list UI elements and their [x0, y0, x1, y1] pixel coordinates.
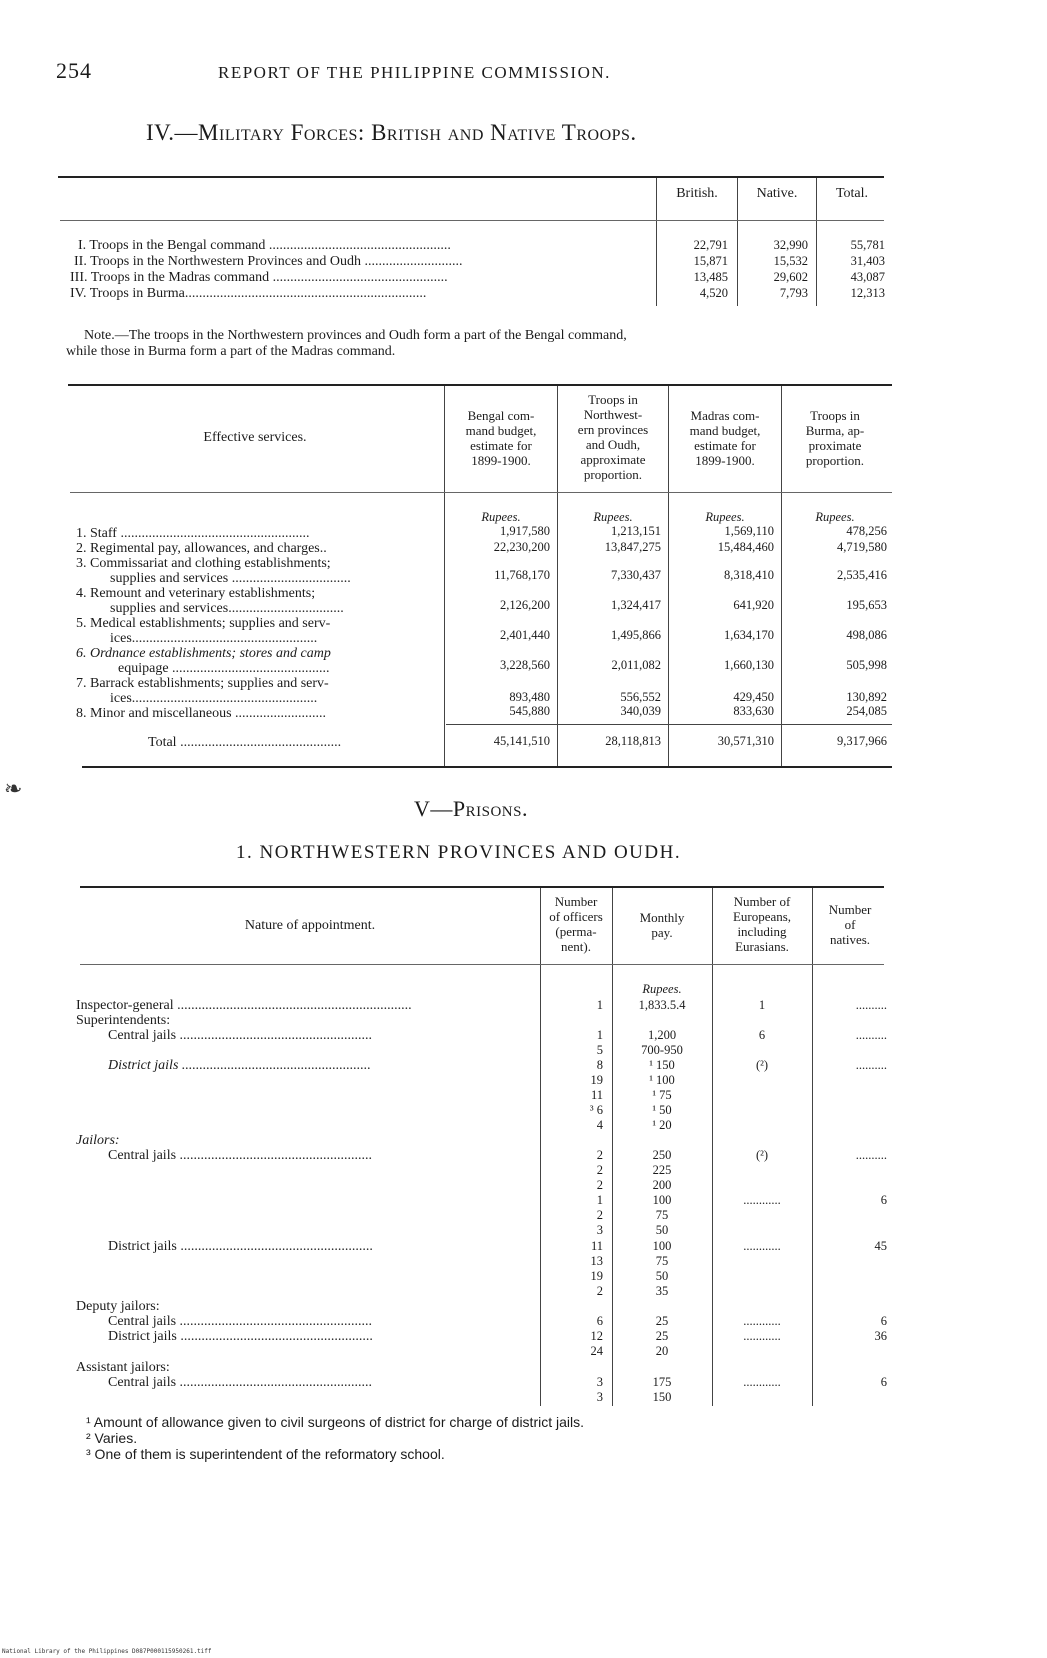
- monthly-pay: 225: [652, 1163, 672, 1177]
- troops-row-label: IV. Troops in Burma.....................................................................: [70, 286, 427, 301]
- officers-count: 13: [590, 1254, 603, 1268]
- monthly-pay: 20: [655, 1344, 669, 1358]
- monthly-pay: 35: [655, 1284, 669, 1298]
- service-row-label: 6. Ordnance establishments; stores and camp: [76, 646, 331, 661]
- troops-native: 7,793: [779, 286, 808, 300]
- label-district-jails: District jails ......................................................: [108, 1058, 371, 1073]
- europeans-count: 6: [758, 1028, 766, 1042]
- monthly-pay: 25: [655, 1329, 669, 1343]
- service-value-burma: 130,892: [846, 690, 887, 704]
- troops-row-label: II. Troops in the Northwestern Provinces and Oudh ............................: [74, 254, 463, 269]
- monthly-pay: ¹ 50: [652, 1103, 672, 1117]
- unit-label: Rupees.: [593, 510, 633, 524]
- col-divider: [668, 386, 669, 766]
- monthly-pay: 200: [652, 1178, 672, 1192]
- col-header-appointment: Nature of appointment.: [244, 918, 376, 933]
- service-value-madras: 1,660,130: [724, 658, 774, 672]
- officers-count: 2: [596, 1208, 603, 1222]
- label-central-jails: Central jails .......................................................: [108, 1375, 373, 1390]
- section-v-title: V—Prisons.: [414, 796, 528, 821]
- footnote-2: ² Varies.: [86, 1430, 138, 1446]
- col-header-effective-services: Effective services.: [203, 430, 307, 445]
- monthly-pay: 25: [655, 1314, 669, 1328]
- col-header-northwest: Troops in Northwest- ern provinces and Oudh, approximate proportion.: [577, 392, 649, 482]
- service-value-bengal: 2,401,440: [500, 628, 550, 642]
- table-top-rule: [58, 176, 884, 178]
- monthly-pay: 100: [652, 1193, 672, 1207]
- table-top-rule: [68, 384, 892, 386]
- service-row-label: 7. Barrack establishments; supplies and serv-: [76, 676, 329, 691]
- footnote-1: ¹ Amount of allowance given to civil surgeons of district for charge of district jails.: [86, 1414, 584, 1430]
- natives-count: ..........: [855, 998, 887, 1012]
- officers-count: 2: [596, 1178, 603, 1192]
- label-central-jails: Central jails .......................................................: [108, 1314, 373, 1329]
- label-deputy-jailors: Deputy jailors:: [76, 1299, 160, 1314]
- service-value-bengal: 1,917,580: [500, 524, 550, 538]
- officers-count: 19: [590, 1269, 603, 1283]
- troops-note-line-1: Note.—The troops in the Northwestern provinces and Oudh form a part of the Bengal command,: [84, 328, 627, 343]
- troops-british: 22,791: [693, 238, 728, 252]
- service-row-label-cont: supplies and services.................................: [110, 601, 344, 616]
- header-rule: [60, 220, 884, 221]
- label-superintendents: Superintendents:: [76, 1013, 171, 1028]
- col-divider: [737, 178, 738, 306]
- troops-row-label: III. Troops in the Madras command ..................................................: [70, 270, 448, 285]
- service-value-northwest: 13,847,275: [604, 540, 661, 554]
- troops-total: 43,087: [850, 270, 885, 284]
- col-header-total: Total.: [835, 186, 869, 201]
- monthly-pay: ¹ 75: [652, 1088, 672, 1102]
- europeans-count: ............: [743, 1314, 781, 1328]
- service-value-bengal: 22,230,200: [493, 540, 550, 554]
- officers-count: 11: [590, 1239, 603, 1253]
- col-header-bengal: Bengal com- mand budget, estimate for 1899-1900.: [465, 408, 537, 468]
- troops-british: 15,871: [693, 254, 728, 268]
- unit-label: Rupees.: [642, 982, 682, 996]
- service-value-bengal: 893,480: [509, 690, 550, 704]
- col-header-officers: Number of officers (perma- nent).: [549, 894, 603, 954]
- header-rule: [70, 492, 892, 493]
- footnote-3: ³ One of them is superintendent of the reformatory school.: [86, 1446, 445, 1462]
- monthly-pay: 1,200: [647, 1028, 677, 1042]
- monthly-pay: 50: [655, 1269, 669, 1283]
- col-header-europeans: Number of Europeans, including Eurasians.: [732, 894, 792, 954]
- troops-native: 29,602: [773, 270, 808, 284]
- service-value-bengal: 545,880: [509, 704, 550, 718]
- col-header-british: British.: [676, 186, 718, 201]
- monthly-pay: 175: [652, 1375, 672, 1389]
- service-value-bengal: 2,126,200: [500, 598, 550, 612]
- service-row-label-cont: ices.....................................................: [110, 631, 318, 646]
- troops-total: 31,403: [850, 254, 885, 268]
- margin-mark-icon: ❧: [4, 776, 23, 801]
- unit-label: Rupees.: [705, 510, 745, 524]
- service-value-bengal: 3,228,560: [500, 658, 550, 672]
- natives-count: 45: [874, 1239, 887, 1253]
- europeans-count: ............: [743, 1375, 781, 1389]
- troops-row-label: I. Troops in the Bengal command ....................................................: [78, 238, 451, 253]
- table-bottom-rule: [82, 766, 892, 768]
- scan-credit: National Library of the Philippines D087P000115950261.tiff: [2, 1648, 212, 1655]
- page-number: 254: [56, 58, 92, 83]
- officers-count: 1: [596, 1028, 603, 1042]
- service-value-burma: 498,086: [846, 628, 887, 642]
- service-row-label: 5. Medical establishments; supplies and serv-: [76, 616, 331, 631]
- col-divider: [656, 178, 657, 306]
- label-jailors: Jailors:: [76, 1133, 120, 1148]
- service-value-madras: 833,630: [733, 704, 774, 718]
- officers-count: 11: [590, 1088, 603, 1102]
- officers-count: 24: [590, 1344, 603, 1358]
- officers-count: 6: [596, 1314, 603, 1328]
- col-header-madras: Madras com- mand budget, estimate for 1899-1900.: [689, 408, 761, 468]
- label-central-jails: Central jails .......................................................: [108, 1148, 373, 1163]
- service-value-burma: 505,998: [846, 658, 887, 672]
- unit-label: Rupees.: [481, 510, 521, 524]
- service-value-northwest: 1,213,151: [611, 524, 661, 538]
- total-northwest: 28,118,813: [605, 734, 661, 748]
- officers-count: 5: [596, 1043, 603, 1057]
- total-madras: 30,571,310: [717, 734, 774, 748]
- col-divider: [557, 386, 558, 766]
- officers-count: 2: [596, 1163, 603, 1177]
- section-v-subtitle: 1. NORTHWESTERN PROVINCES AND OUDH.: [236, 842, 682, 863]
- col-divider: [781, 386, 782, 766]
- service-value-burma: 195,653: [846, 598, 887, 612]
- officers-count: 8: [596, 1058, 603, 1072]
- label-district-jails: District jails .......................................................: [108, 1239, 373, 1254]
- troops-british: 13,485: [693, 270, 728, 284]
- service-value-burma: 2,535,416: [837, 568, 887, 582]
- total-bengal: 45,141,510: [493, 734, 550, 748]
- service-value-bengal: 11,768,170: [494, 568, 550, 582]
- troops-note-line-2: while those in Burma form a part of the Madras command.: [66, 344, 396, 359]
- service-value-madras: 429,450: [733, 690, 774, 704]
- service-value-northwest: 556,552: [620, 690, 661, 704]
- officers-count: 3: [596, 1223, 603, 1237]
- natives-count: 6: [880, 1314, 887, 1328]
- natives-count: 6: [880, 1193, 887, 1207]
- service-row-label: 2. Regimental pay, allowances, and charges..: [76, 541, 327, 556]
- service-value-madras: 641,920: [733, 598, 774, 612]
- monthly-pay: ¹ 20: [652, 1118, 672, 1132]
- running-title: REPORT OF THE PHILIPPINE COMMISSION.: [218, 63, 611, 82]
- natives-count: ..........: [855, 1058, 887, 1072]
- officers-count: ³ 6: [589, 1103, 603, 1117]
- col-divider: [444, 386, 445, 766]
- service-value-northwest: 7,330,437: [611, 568, 661, 582]
- service-value-burma: 4,719,580: [837, 540, 887, 554]
- officers-count: 4: [596, 1118, 603, 1132]
- europeans-count: (²): [755, 1058, 769, 1072]
- monthly-pay: 250: [652, 1148, 672, 1162]
- europeans-count: 1: [758, 998, 766, 1012]
- label-district-jails: District jails .......................................................: [108, 1329, 373, 1344]
- label-inspector-general: Inspector-general ...................................................................: [76, 998, 412, 1013]
- monthly-pay: 150: [652, 1390, 672, 1404]
- officers-count: 12: [590, 1329, 603, 1343]
- col-header-monthly-pay: Monthly pay.: [639, 910, 685, 940]
- officers-count: 19: [590, 1073, 603, 1087]
- service-value-madras: 1,569,110: [724, 524, 774, 538]
- service-value-northwest: 1,324,417: [611, 598, 661, 612]
- monthly-pay: 75: [655, 1254, 669, 1268]
- natives-count: ..........: [855, 1148, 887, 1162]
- total-burma: 9,317,966: [837, 734, 887, 748]
- troops-total: 12,313: [850, 286, 885, 300]
- table-top-rule: [80, 886, 884, 888]
- natives-count: 6: [880, 1375, 887, 1389]
- header-rule: [80, 964, 884, 965]
- service-value-burma: 478,256: [846, 524, 887, 538]
- natives-count: ..........: [855, 1028, 887, 1042]
- officers-count: 1: [596, 1193, 603, 1207]
- service-value-northwest: 2,011,082: [611, 658, 661, 672]
- monthly-pay: 50: [655, 1223, 669, 1237]
- monthly-pay: 1,833.5.4: [638, 998, 686, 1012]
- service-value-burma: 254,085: [846, 704, 887, 718]
- service-value-madras: 8,318,410: [724, 568, 774, 582]
- service-row-label: 3. Commissariat and clothing establishments;: [76, 556, 331, 571]
- total-label: Total ..............................................: [148, 735, 342, 750]
- monthly-pay: 75: [655, 1208, 669, 1222]
- col-header-natives: Number of natives.: [828, 902, 872, 947]
- monthly-pay: 700-950: [641, 1043, 683, 1057]
- service-row-label: 8. Minor and miscellaneous ..........................: [76, 706, 327, 721]
- officers-count: 3: [596, 1375, 603, 1389]
- unit-label: Rupees.: [815, 510, 855, 524]
- monthly-pay: ¹ 100: [649, 1073, 675, 1087]
- troops-british: 4,520: [699, 286, 728, 300]
- service-value-madras: 1,634,170: [724, 628, 774, 642]
- service-value-northwest: 340,039: [620, 704, 661, 718]
- monthly-pay: 100: [652, 1239, 672, 1253]
- troops-native: 15,532: [773, 254, 808, 268]
- service-value-madras: 15,484,460: [717, 540, 774, 554]
- officers-count: 2: [596, 1148, 603, 1162]
- service-row-label: 4. Remount and veterinary establishments;: [76, 586, 316, 601]
- natives-count: 36: [874, 1329, 887, 1343]
- service-value-northwest: 1,495,866: [611, 628, 661, 642]
- europeans-count: ............: [743, 1193, 781, 1207]
- service-row-label-cont: ices.....................................................: [110, 691, 318, 706]
- officers-count: 1: [596, 998, 603, 1012]
- officers-count: 2: [596, 1284, 603, 1298]
- col-divider: [816, 178, 817, 306]
- label-assistant-jailors: Assistant jailors:: [76, 1360, 170, 1375]
- europeans-count: (²): [755, 1148, 769, 1162]
- troops-native: 32,990: [773, 238, 808, 252]
- officers-count: 3: [596, 1390, 603, 1404]
- section-iv-title: IV.—Military Forces: British and Native Troops.: [146, 120, 637, 145]
- troops-total: 55,781: [850, 238, 885, 252]
- label-central-jails: Central jails .......................................................: [108, 1028, 373, 1043]
- service-row-label-cont: equipage .............................................: [118, 661, 330, 676]
- service-row-label: 1. Staff ......................................................: [76, 526, 310, 541]
- col-header-native: Native.: [756, 186, 798, 201]
- europeans-count: ............: [743, 1329, 781, 1343]
- monthly-pay: ¹ 150: [649, 1058, 675, 1072]
- service-row-label-cont: supplies and services ..................................: [110, 571, 351, 586]
- col-header-burma: Troops in Burma, ap- proximate proportion.: [805, 408, 865, 468]
- total-rule: [446, 724, 892, 725]
- europeans-count: ............: [743, 1239, 781, 1253]
